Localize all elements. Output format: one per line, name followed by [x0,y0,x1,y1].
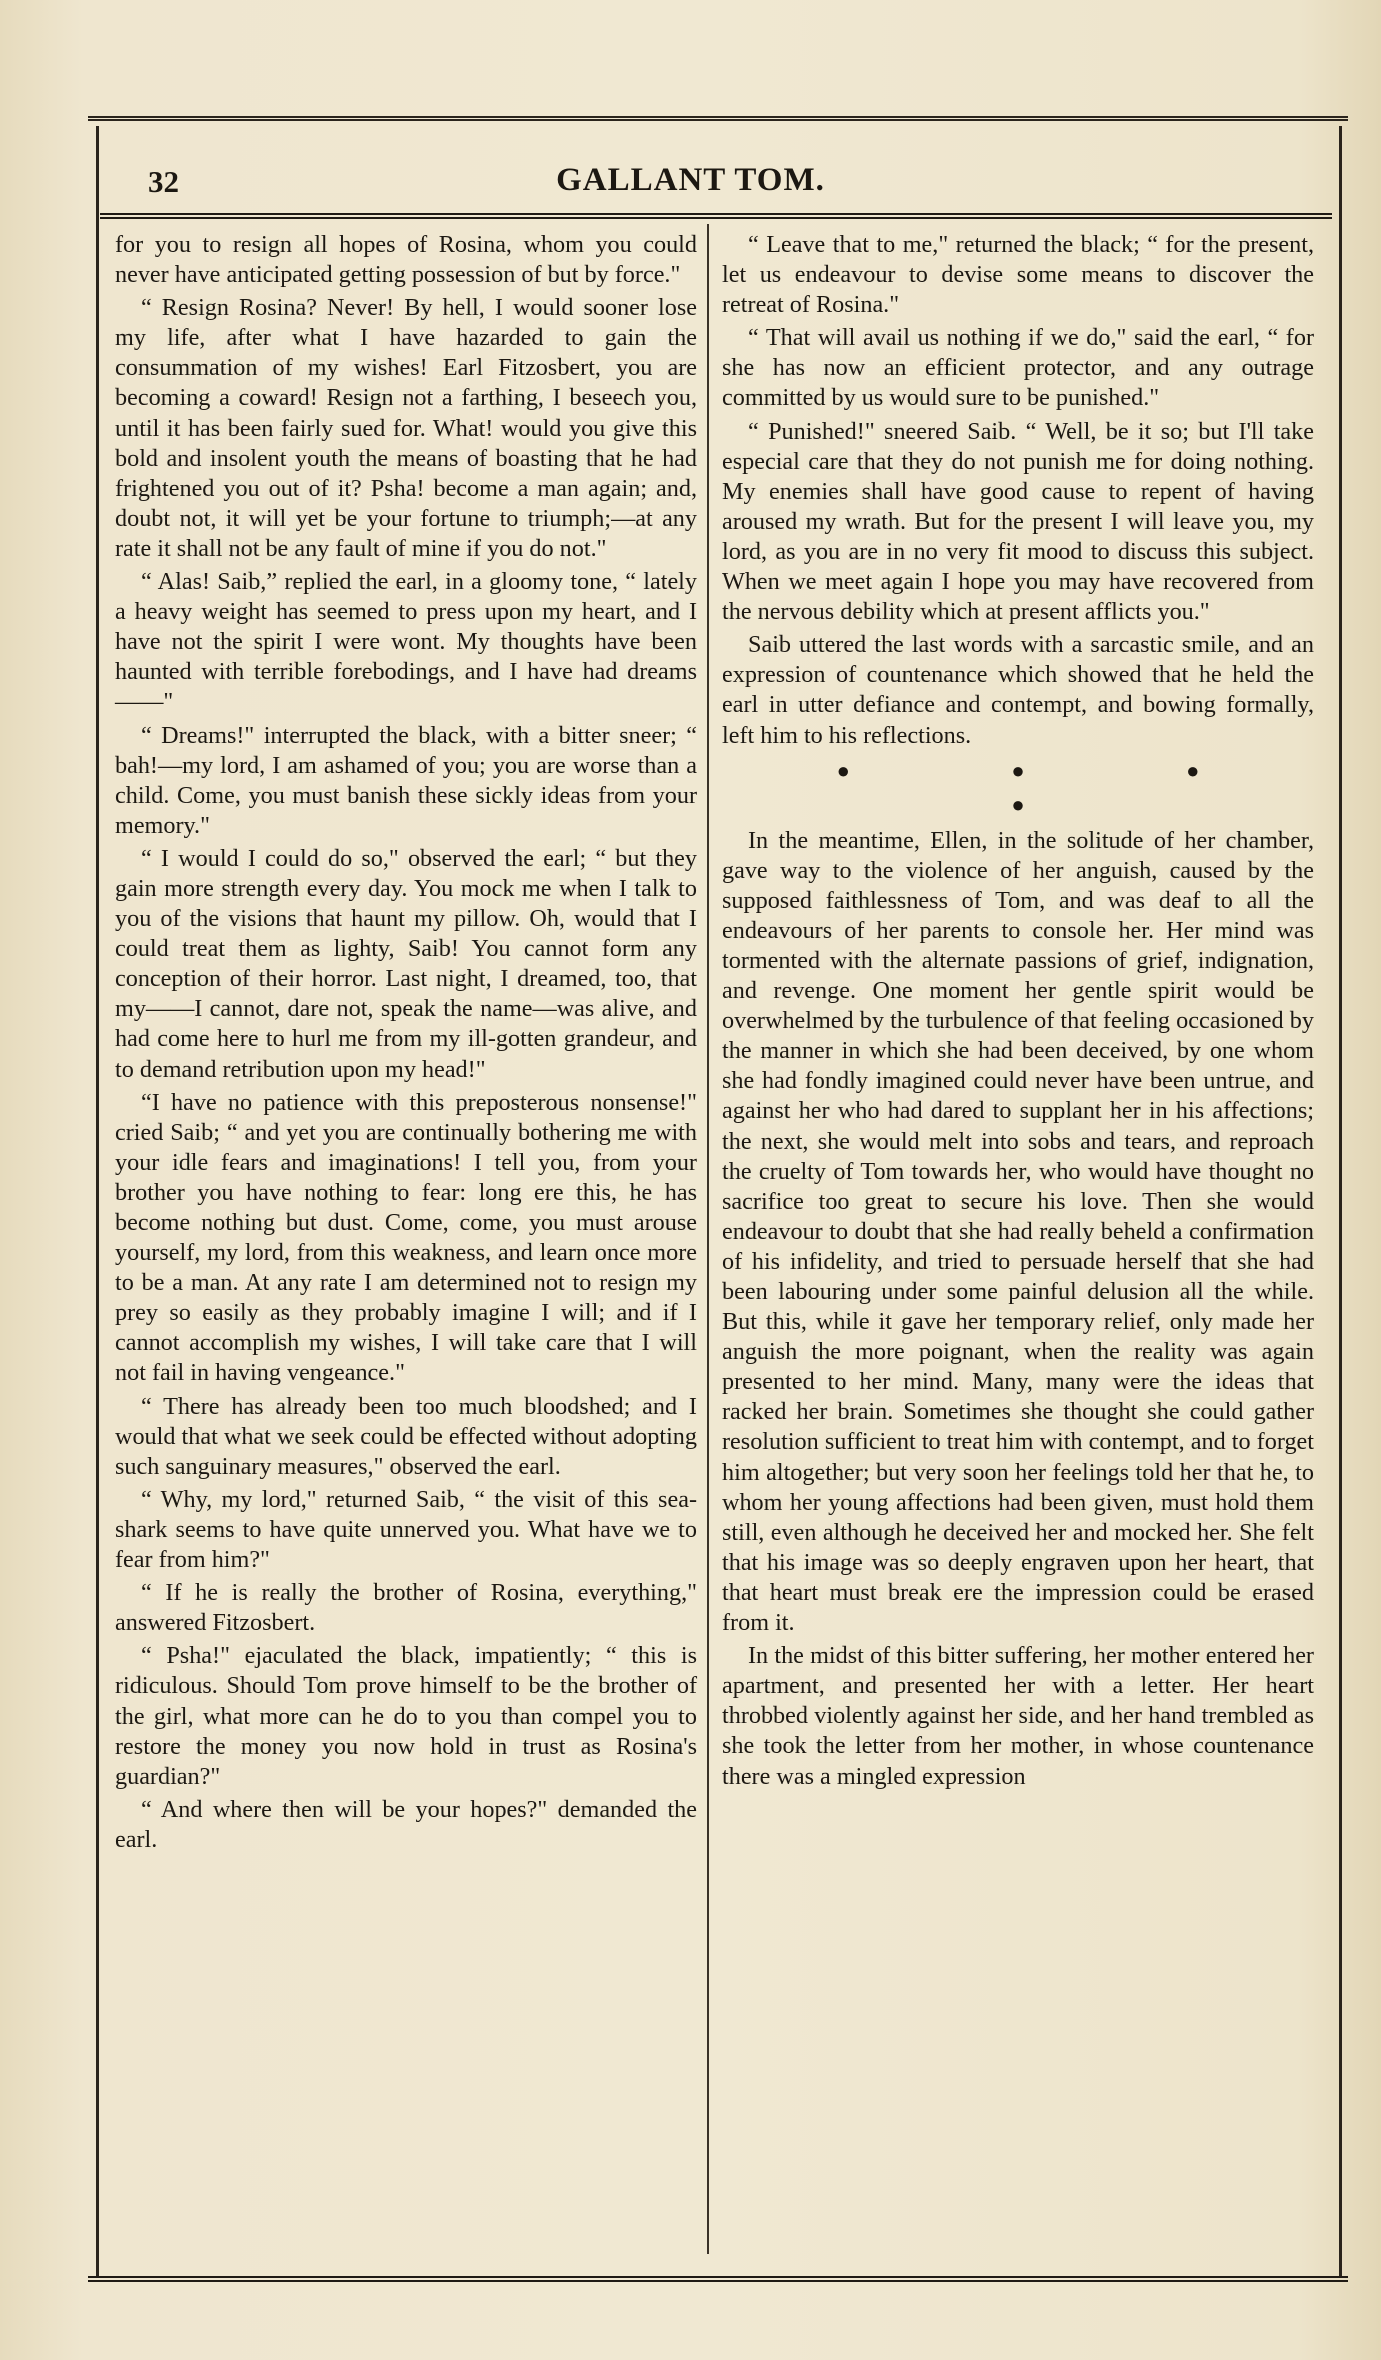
paragraph: “ Punished!" sneered Saib. “ Well, be it so; but I'll take especial care that they do not punish me for doing nothing. My enemies shall have good cause to repent of having aroused my wrath. But for the present I will leave you, my lord, as you are in no very fit mood to discuss this subject. When we meet again I hope you may have recovered from the nervous debility which at present afflicts you." [722,417,1314,626]
paragraph: “ Why, my lord," returned Saib, “ the visit of this sea-shark seems to have quite unnerved you. What have we to fear from him?" [115,1485,697,1574]
paragraph: “ Dreams!" interrupted the black, with a bitter sneer; “ bah!—my lord, I am ashamed of you; you are worse than a child. Come, you must banish these sickly ideas from your memory." [115,721,697,839]
bottom-border-rule [88,2276,1348,2282]
paragraph: “ If he is really the brother of Rosina, everything," answered Fitzosbert. [115,1579,697,1637]
paragraph: “ That will avail us nothing if we do," said the earl, “ for she has now an efficient protector, and any outrage committed by us would sure to be punished." [722,324,1314,412]
paragraph: Saib uttered the last words with a sarcastic smile, and an expression of countenance which showed that he held the earl in utter defiance and contempt, and bowing formally, left him to his reflections. [722,631,1314,749]
paragraph: “ Leave that to me," returned the black; “ for the present, let us endeavour to devise some means to discover the retreat of Rosina." [722,231,1314,319]
paragraph: “ I would I could do so," observed the earl; “ but they gain more strength every day. You mock me when I talk to you of the visions that haunt my pillow. Oh, would that I could treat them as lighty, Saib! You cannot form any conception of their horror. Last night, I dreamed, too, that my——I cannot, dare not, speak the name—was alive, and had come here to hurl me from my ill-gotten grandeur, and to demand retribution upon my head!" [115,844,697,1083]
top-border-rule [88,116,1348,121]
paragraph: “ There has already been too much bloodshed; and I would that what we seek could be effected without adopting such sanguinary measures," observed the earl. [115,1392,697,1480]
right-column [722,230,1314,1795]
section-break-ornament: ● ● ● ● [836,757,1278,817]
page-number: 32 [148,164,179,199]
paragraph: for you to resign all hopes of Rosina, whom you could never have anticipated getting possession of but by force." [115,231,697,289]
paragraph: In the meantime, Ellen, in the solitude of her chamber, gave way to the violence of her anguish, caused by the supposed faithlessness of Tom, and was deaf to all the endeavours of her parents to console her. Her mind was tormented with the alternate passions of grief, indignation, and revenge. One moment her gentle spirit would be overwhelmed by the turbulence of that feeling occasioned by the manner in which she had been deceived, by one whom she had fondly imagined could never have been untrue, and against her who had dared to supplant her in his affections; the next, she would melt into sobs and tears, and reproach the cruelty of Tom towards her, who would have thought no sacrifice too great to secure his love. Then she would endeavour to doubt that she had really beheld a confirmation of his infidelity, and tried to persuade herself that she had been labouring under some painful delusion all the while. But this, while it gave her temporary relief, only made her anguish the more poignant, when the reality was again presented to her mind. Many, many were the ideas that racked her brain. Sometimes she thought she could gather resolution sufficient to treat him with contempt, and to forget him altogether; but very soon her feelings told her that he, to whom her young affections had been given, must hold them still, even although he deceived her and mocked her. She felt that his image was so deeply engraven upon her heart, that that heart must break ere the impression could be erased from it. [722,826,1314,1637]
paragraph: “I have no patience with this preposterous nonsense!" cried Saib; “ and yet you are continually bothering me with your idle fears and imaginations! I tell you, from your brother you have nothing to fear: long ere this, he has become nothing but dust. Come, come, you must arouse yourself, my lord, from this weakness, and learn once more to be a man. At any rate I am determined not to resign my prey so easily as they probably imagine I will; and if I cannot accomplish my wishes, I will take care that I will not fail in having vengeance." [115,1088,697,1387]
paragraph: In the midst of this bitter suffering, her mother entered her apartment, and presented her with a letter. Her heart throbbed violently against her side, and her hand trembled as she took the letter from her mother, in whose countenance there was a mingled expression [722,1642,1314,1790]
paragraph: “ Alas! Saib,” replied the earl, in a gloomy tone, “ lately a heavy weight has seemed to press upon my heart, and I have not the spirit I were wont. My thoughts have been haunted with terrible forebodings, and I have had dreams——" [115,568,697,716]
column-divider [707,224,709,2254]
paragraph: “ And where then will be your hopes?" demanded the earl. [115,1795,697,1853]
paragraph: “ Psha!" ejaculated the black, impatiently; “ this is ridiculous. Should Tom prove himself to be the brother of the girl, what more can he do to you than compel you to restore the money you now hold in trust as Rosina's guardian?" [115,1642,697,1790]
paragraph: “ Resign Rosina? Never! By hell, I would sooner lose my life, after what I have hazarded to gain the consummation of my wishes! Earl Fitzosbert, you are becoming a coward! Resign not a farthing, I beseech you, until it has been fairly sued for. What! would you give this bold and insolent youth the means of boasting that he had frightened you out of it? Psha! become a man again; and, doubt not, it will yet be your fortune to triumph;—at any rate it shall not be any fault of mine if you do not." [115,294,697,562]
header-rule [100,213,1332,219]
running-title: GALLANT TOM. [556,162,825,198]
left-column [115,230,697,1858]
